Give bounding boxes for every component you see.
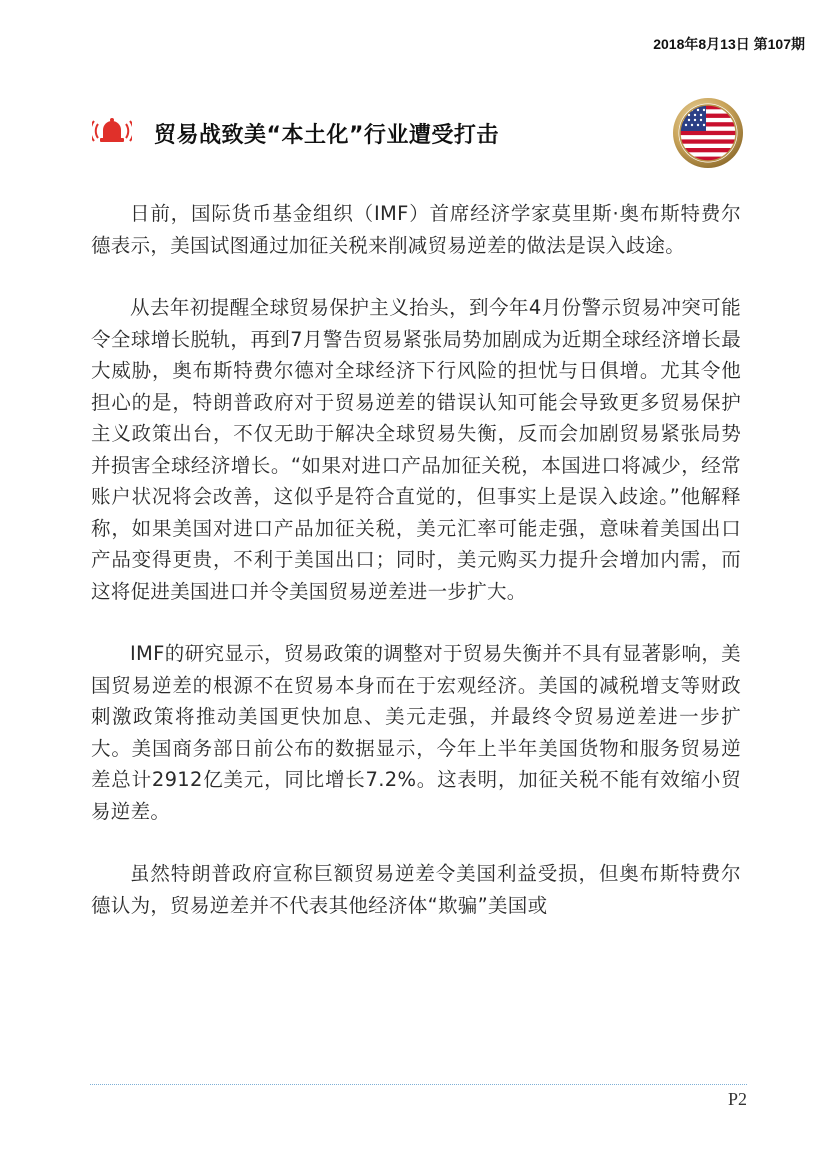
page-number: P2 xyxy=(727,1089,747,1109)
us-flag-badge-icon xyxy=(672,97,744,169)
footer-divider xyxy=(90,1084,747,1085)
alarm-bell-icon xyxy=(92,116,132,146)
article-body xyxy=(91,198,741,952)
article-title: 贸易战致美“本土化”行业遭受打击 xyxy=(154,123,499,148)
article-header xyxy=(88,112,748,160)
paragraph: 日前，国际货币基金组织（IMF）首席经济学家莫里斯·奥布斯特费尔德表示，美国试图通过加征关税来削减贸易逆差的做法是误入歧途。 xyxy=(91,202,741,257)
paragraph: 虽然特朗普政府宣称巨额贸易逆差令美国利益受损，但奥布斯特费尔德认为，贸易逆差并不代表其他经济体“欺骗”美国或 xyxy=(91,862,741,917)
paragraph: IMF的研究显示，贸易政策的调整对于贸易失衡并不具有显著影响，美国贸易逆差的根源不在贸易本身而在于宏观经济。美国的减税增支等财政刺激政策将推动美国更快加息、美元走强，并最终令贸易逆差进一步扩大。美国商务部日前公布的数据显示，今年上半年美国货物和服务贸易逆差总计2912亿美元，同比增长7.2%。这表明，加征关税不能有效缩小贸易逆差。 xyxy=(91,642,741,823)
paragraph: 从去年初提醒全球贸易保护主义抬头，到今年4月份警示贸易冲突可能令全球增长脱轨，再到7月警告贸易紧张局势加剧成为近期全球经济增长最大威胁，奥布斯特费尔德对全球经济下行风险的担忧与日俱增。尤其令他担心的是，特朗普政府对于贸易逆差的错误认知可能会导致更多贸易保护主义政策出台，不仅无助于解决全球贸易失衡，反而会加剧贸易紧张局势并损害全球经济增长。“如果对进口产品加征关税，本国进口将减少，经常账户状况将会改善，这似乎是符合直觉的，但事实上是误入歧途。”他解释称，如果美国对进口产品加征关税，美元汇率可能走强，意味着美国出口产品变得更贵，不利于美国出口；同时，美元购买力提升会增加内需，而这将促进美国进口并令美国贸易逆差进一步扩大。 xyxy=(91,296,741,603)
issue-date-number: 2018年8月13日 第107期 xyxy=(653,36,805,52)
